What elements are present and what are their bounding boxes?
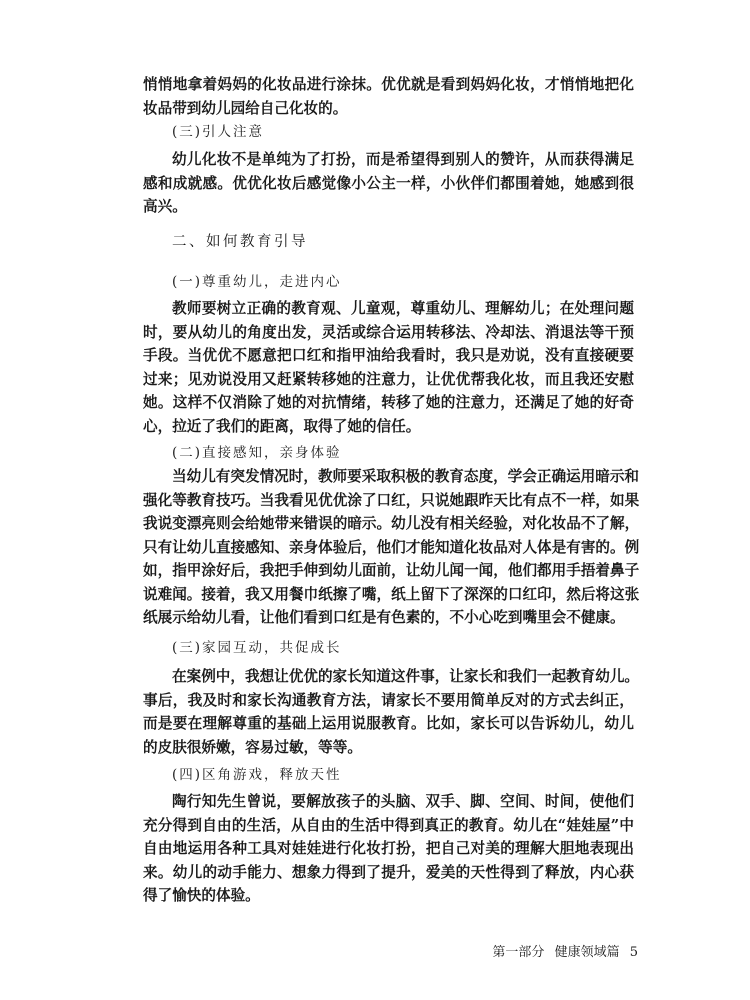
text-line: 自由地运用各种工具对娃娃进行化妆打扮，把自己对美的理解大胆地表现出 — [143, 840, 634, 857]
page-number: 5 — [629, 945, 638, 960]
text-line: 纸展示给幼儿看，让他们看到口红是有色素的，不小心吃到嘴里会不健康。 — [143, 609, 625, 626]
footer-part: 第一部分 — [492, 945, 545, 960]
footer-domain: 健康领域篇 — [554, 945, 620, 960]
subheading-respect: (一)尊重幼儿，走进内心 — [172, 274, 342, 290]
text-line: 来。幼儿的动手能力、想象力得到了提升，爱美的天性得到了释放，内心获 — [143, 863, 634, 881]
paragraph-perceive — [143, 465, 640, 630]
paragraph-home — [143, 665, 640, 759]
text-line: 只有让幼儿直接感知、亲身体验后，他们才能知道化妆品对人体是有害的。例 — [143, 538, 640, 556]
text-line: 妆品带到幼儿园给自己化妆的。 — [143, 99, 348, 117]
paragraph-play — [143, 790, 634, 908]
subheading-home: (三)家园互动，共促成长 — [172, 640, 342, 656]
paragraph-respect — [143, 297, 634, 438]
text-line: 我说变漂亮则会给她带来错误的暗示。幼儿没有相关经验，对化妆品不了解， — [143, 515, 640, 532]
subheading-attention: (三)引人注意 — [172, 124, 265, 140]
page-footer — [492, 943, 638, 963]
paragraph-attention — [143, 148, 634, 219]
text-line: 得了愉快的体验。 — [143, 887, 260, 904]
text-line: 感和成就感。优优化妆后感觉像小公主一样，小伙伴们都围着她，她感到很 — [143, 174, 634, 192]
text-line: 心，拉近了我们的距离，取得了她的信任。 — [143, 417, 421, 435]
text-line: 教师要树立正确的教育观、儿童观，尊重幼儿、理解幼儿；在处理问题 — [172, 300, 634, 317]
subheading-perceive: (二)直接感知，亲身体验 — [172, 445, 342, 461]
text-line: 如，指甲涂好后，我把手伸到幼儿面前，让幼儿闻一闻，他们都用手捂着鼻子 — [143, 562, 640, 579]
text-line: 幼儿化妆不是单纯为了打扮，而是希望得到别人的赞许，从而获得满足 — [172, 151, 634, 168]
section-heading-guidance: 二、如何教育引导 — [172, 234, 308, 250]
text-line: 而是要在理解尊重的基础上运用说服教育。比如，家长可以告诉幼儿，幼儿 — [143, 715, 634, 732]
text-line: 在案例中，我想让优优的家长知道这件事，让家长和我们一起教育幼儿。 — [172, 668, 640, 685]
text-line: 高兴。 — [143, 198, 187, 215]
paragraph-makeup-story — [143, 73, 634, 120]
text-line: 强化等教育技巧。当我看见优优涂了口红，只说她跟昨天比有点不一样，如果 — [143, 491, 640, 509]
text-line: 时，要从幼儿的角度出发，灵活或综合运用转移法、冷却法、消退法等干预 — [143, 323, 634, 341]
text-line: 手段。当优优不愿意把口红和指甲油给我看时，我只是劝说，没有直接硬要 — [143, 347, 634, 364]
text-line: 陶行知先生曾说，要解放孩子的头脑、双手、脚、空间、时间，使他们 — [172, 793, 634, 810]
text-line: 悄悄地拿着妈妈的化妆品进行涂抹。优优就是看到妈妈化妆，才悄悄地把化 — [143, 76, 634, 93]
text-line: 过来；见劝说没用又赶紧转移她的注意力，让优优帮我化妆，而且我还安慰 — [143, 370, 634, 388]
subheading-play: (四)区角游戏，释放天性 — [172, 767, 342, 783]
text-line: 她。这样不仅消除了她的对抗情绪，转移了她的注意力，还满足了她的好奇 — [143, 394, 634, 411]
text-line: 充分得到自由的生活，从自由的生活中得到真正的教育。幼儿在“娃娃屋”中 — [143, 816, 634, 834]
text-line: 说难闻。接着，我又用餐巾纸擦了嘴，纸上留下了深深的口红印，然后将这张 — [143, 585, 640, 603]
text-line: 当幼儿有突发情况时，教师要采取积极的教育态度，学会正确运用暗示和 — [172, 468, 640, 485]
text-line: 的皮肤很娇嫩，容易过敏，等等。 — [143, 738, 362, 756]
text-line: 事后，我及时和家长沟通教育方法，请家长不要用简单反对的方式去纠正， — [143, 691, 634, 709]
